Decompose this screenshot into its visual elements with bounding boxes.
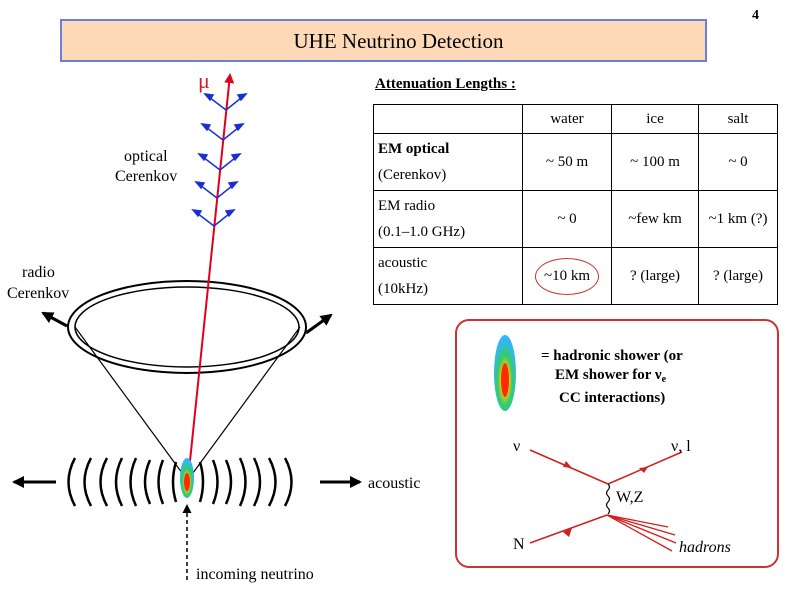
table-row [374, 134, 778, 191]
medium-cell [374, 134, 523, 191]
table-cell: ~ 50 m [523, 134, 612, 191]
table-cell: ? (large) [612, 248, 699, 305]
table-row [374, 191, 778, 248]
medium-detail: (10kHz) [378, 281, 428, 297]
optical-label: optical [124, 148, 168, 165]
feynman-nu-in-label: ν [513, 438, 521, 455]
feynman-hadrons-label: hadrons [679, 539, 731, 556]
medium-name: EM radio [378, 198, 436, 214]
nu-subscript: e [661, 374, 667, 385]
shower-legend-line: = hadronic shower (or [541, 348, 683, 364]
page-title: UHE Neutrino Detection [293, 29, 504, 53]
table-header-row [374, 105, 778, 134]
medium-cell [374, 248, 523, 305]
table-cell: ~ 0 [523, 191, 612, 248]
optical-label-line2: Cerenkov [115, 168, 178, 185]
table-cell: ? (large) [699, 248, 778, 305]
shower-legend-text [541, 347, 683, 408]
medium-name: acoustic [378, 255, 428, 271]
muon-label: μ [198, 68, 210, 93]
feynman-nu-out-label: ν, l [671, 438, 691, 455]
table-header-cell [374, 105, 523, 134]
shower-legend-line: CC interactions) [559, 390, 666, 406]
table-cell: ~ 100 m [612, 134, 699, 191]
cone-ring-outer [68, 281, 306, 373]
table-header-cell: ice [612, 105, 699, 134]
attenuation-table [373, 104, 778, 305]
hadronic-shower [180, 458, 194, 498]
attenuation-title: Attenuation Lengths : [375, 76, 516, 92]
medium-cell [374, 191, 523, 248]
table-header-cell: salt [699, 105, 778, 134]
acoustic-label: acoustic [368, 475, 421, 492]
cone-left-edge [75, 327, 185, 477]
highlight-circle: ~10 km [535, 258, 599, 295]
radio-label-line2: Cerenkov [7, 285, 70, 302]
table-cell: ~1 km (?) [699, 191, 778, 248]
feynman-boson-label: W,Z [616, 489, 644, 506]
medium-name: EM optical [378, 141, 450, 157]
page-number: 4 [752, 8, 759, 23]
table-header-cell: water [523, 105, 612, 134]
medium-detail: (Cerenkov) [378, 167, 447, 183]
radio-arrow-left [43, 313, 67, 326]
radio-arrow-right [306, 315, 331, 333]
radio-label: radio [22, 264, 55, 281]
shower-legend-line [541, 366, 683, 389]
table-cell: ~few km [612, 191, 699, 248]
table-cell-highlighted [523, 248, 612, 305]
medium-detail: (0.1–1.0 GHz) [378, 224, 466, 240]
cone-right-edge [190, 327, 300, 477]
table-cell: ~ 0 [699, 134, 778, 191]
table-row [374, 248, 778, 305]
optical-cerenkov-arrows [193, 94, 246, 226]
shower-legend-line2: EM shower for ν [555, 367, 662, 383]
cone-ring-inner [75, 287, 299, 367]
incoming-neutrino-label: incoming neutrino [196, 566, 314, 583]
feynman-nucleon-label: N [513, 536, 525, 553]
acoustic-wavefronts [69, 458, 292, 506]
